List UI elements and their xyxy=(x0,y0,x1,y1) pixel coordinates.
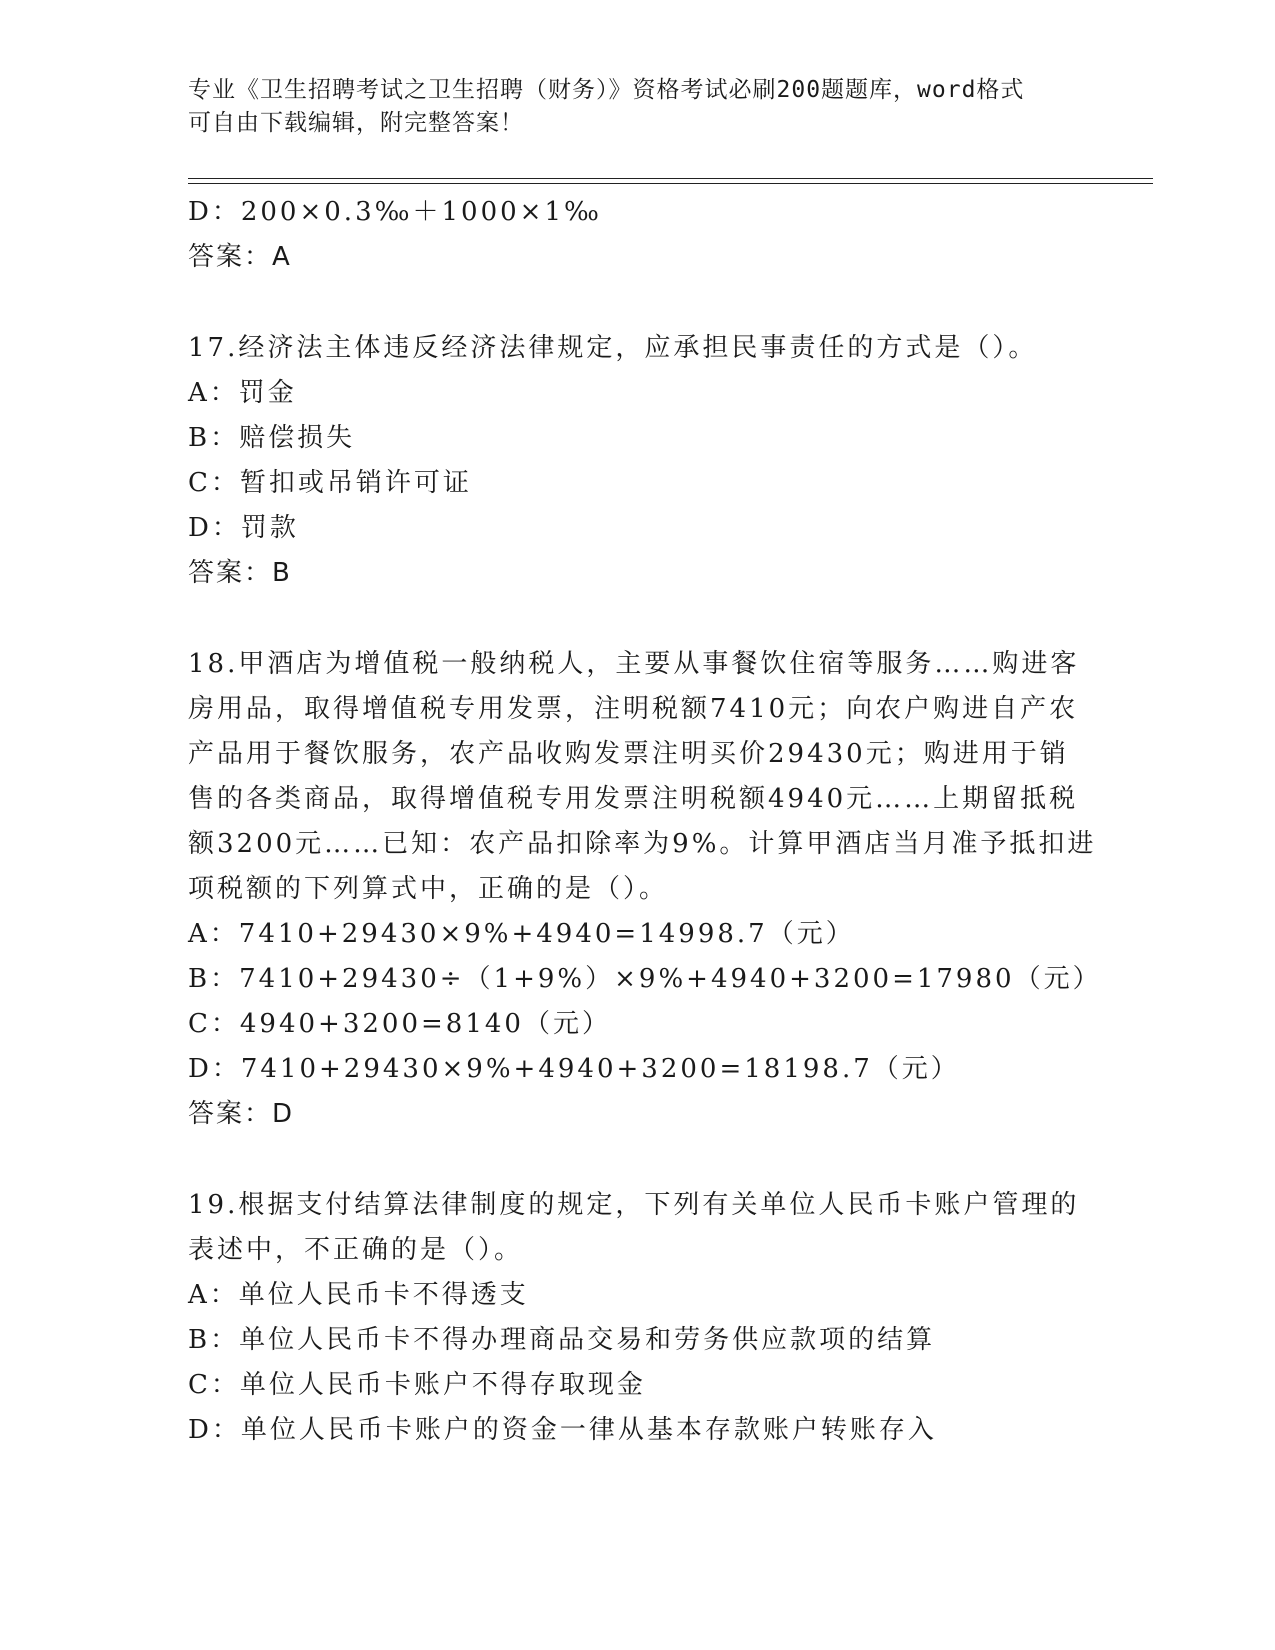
answer-line: 答案：A xyxy=(188,242,292,272)
option-b: B：单位人民币卡不得办理商品交易和劳务供应款项的结算 xyxy=(188,1325,936,1355)
question-stem-line: 额3200元……已知：农产品扣除率为9%。计算甲酒店当月准予抵扣进 xyxy=(188,829,1097,859)
previous-question-tail xyxy=(188,190,1088,280)
header-title-line-1: 专业《卫生招聘考试之卫生招聘（财务）》资格考试必刷200题题库，word格式 xyxy=(188,77,1025,103)
option-b: B：赔偿损失 xyxy=(188,423,356,453)
document-header xyxy=(188,74,1078,140)
question-stem: 17.经济法主体违反经济法律规定，应承担民事责任的方式是（）。 xyxy=(188,333,1038,363)
header-title-line-2: 可自由下载编辑，附完整答案！ xyxy=(188,110,524,136)
option-d: D：7410+29430×9%+4940+3200=18198.7（元） xyxy=(188,1054,960,1084)
question-19 xyxy=(188,1183,1088,1453)
option-c: C：单位人民币卡账户不得存取现金 xyxy=(188,1370,646,1400)
question-17 xyxy=(188,326,1088,596)
option-a: A：单位人民币卡不得透支 xyxy=(188,1280,529,1310)
option-a: A：7410+29430×9%+4940=14998.7（元） xyxy=(188,919,855,949)
option-b: B：7410+29430÷（1+9%）×9%+4940+3200=17980（元） xyxy=(188,964,1102,994)
question-18 xyxy=(188,642,1102,1137)
answer-line: 答案：D xyxy=(188,1099,295,1129)
document-body xyxy=(188,190,1102,1453)
question-stem-line: 项税额的下列算式中，正确的是（）。 xyxy=(188,874,669,904)
option-d: D：单位人民币卡账户的资金一律从基本存款账户转账存入 xyxy=(188,1415,937,1445)
question-stem-line: 18.甲酒店为增值税一般纳税人，主要从事餐饮住宿等服务……购进客 xyxy=(188,649,1080,679)
question-stem-line: 房用品，取得增值税专用发票，注明税额7410元；向农户购进自产农 xyxy=(188,694,1079,724)
option-c: C：4940+3200=8140（元） xyxy=(188,1009,611,1039)
question-stem-line: 售的各类商品，取得增值税专用发票注明税额4940元……上期留抵税 xyxy=(188,784,1079,814)
option-d: D：200×0.3‰＋1000×1‰ xyxy=(188,197,602,227)
question-stem-line: 19.根据支付结算法律制度的规定，下列有关单位人民币卡账户管理的 xyxy=(188,1190,1080,1220)
header-divider-top xyxy=(188,178,1153,179)
option-d: D：罚款 xyxy=(188,513,299,543)
header-divider-bottom xyxy=(188,183,1153,184)
option-a: A：罚金 xyxy=(188,378,297,408)
question-stem-line: 产品用于餐饮服务，农产品收购发票注明买价29430元；购进用于销 xyxy=(188,739,1069,769)
question-stem-line: 表述中，不正确的是（）。 xyxy=(188,1235,524,1265)
option-c: C：暂扣或吊销许可证 xyxy=(188,468,472,498)
answer-line: 答案：B xyxy=(188,558,292,588)
